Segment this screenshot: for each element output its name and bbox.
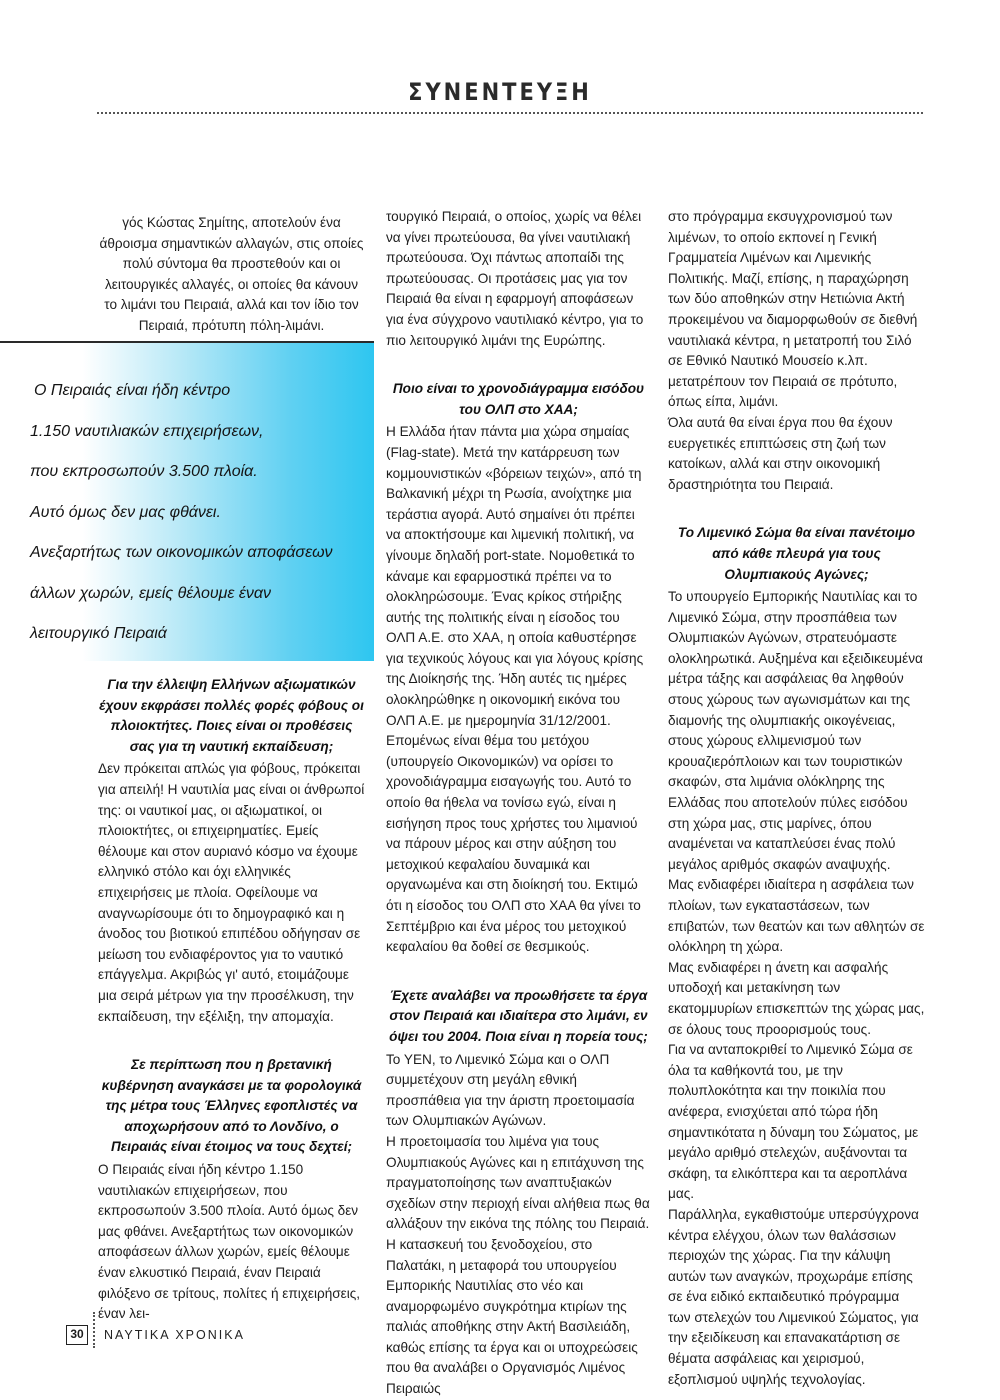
question-heading: Έχετε αναλάβει να προωθήσετε τα έργα στον Πειραιά και ιδιαίτερα στο λιμάνι, εν όψει του 2004. Ποια είναι η πορεία τους;	[389, 987, 648, 1044]
question-heading: Ποιο είναι το χρονοδιάγραμμα εισόδου του ΟΛΠ στο ΧΑΑ;	[392, 381, 645, 417]
pull-quote-line: Ανεξαρτήτως των οικονομικών αποφάσεων	[30, 544, 333, 561]
pull-quote-line: Αυτό όμως δεν μας φθάνει.	[30, 503, 221, 521]
title-divider	[97, 112, 923, 114]
answer-paragraph: Το ΥΕΝ, το Λιμενικό Σώμα και ο ΟΛΠ συμμετέχουν στη μεγάλη εθνική προσπάθεια για την άριστη προετοιμασία των Ολυμπιακών Αγώνων.	[386, 1051, 635, 1129]
question-heading: Για την έλλειψη Ελλήνων αξιωματικών έχουν εκφράσει πολλές φορές φόβους οι πλοιοκτήτες. Ποιες είναι οι προθέσεις σας για τη ναυτική εκπαίδευση;	[99, 677, 364, 754]
answer-paragraph: Όλα αυτά θα είναι έργα που θα έχουν ευεργετικές επιπτώσεις στη ζωή των κατοίκων, αλλά και στην οικονομική δραστηριότητα του Πειραιά.	[668, 414, 893, 492]
answer-paragraph: τουργικό Πειραιά, ο οποίος, χωρίς να θέλει να γίνει πρωτεύουσα, θα γίνει ναυτιλιακή πρωτεύουσα. Όχι πάντως αποπαίδι της πρωτεύουσας. Οι προτάσεις μας για τον Πειραιά θα είναι η εφαρμογή αποφάσεων για ένα σύγχρονο ναυτιλιακό κέντρο, για το πιο λειτουργικό λιμάνι της Ευρώπης.	[386, 209, 644, 348]
answer-paragraph: Για να ανταποκριθεί το Λιμενικό Σώμα σε όλα τα καθήκοντά του, με την πολυπλοκότητα και την ποικιλία που ανέφερα, ενισχύεται από τώρα ήδη σημαντικότατα η δύναμη του Σώματος, με μεγάλο αριθμό στελεχών, αυξάνονται τα σκάφη, τα ελικόπτερα και τα αεροπλάνα μας.	[668, 1042, 919, 1202]
column-2	[386, 207, 651, 1400]
footer-divider	[93, 1312, 95, 1348]
magazine-title: ΝΑΥΤΙΚΑ ΧΡΟΝΙΚΑ	[104, 1328, 245, 1342]
paragraph: γός Κώστας Σημίτης, αποτελούν ένα άθροισμα σημαντικών αλλαγών, στις οποίες πολύ σύντομα θα προστεθούν και οι λειτουργικές αλλαγές, οι οποίες θα κάνουν το λιμάνι του Πειραιά, αλλά και τον ίδιο τον Πειραιά, πρότυπη πόλη-λιμάνι.	[99, 215, 364, 333]
pull-quote-line: λειτουργικό Πειραιά	[30, 625, 167, 642]
answer-paragraph: Η προετοιμασία του λιμένα για τους Ολυμπιακούς Αγώνες και η επιτάχυνση της πραγματοποίησης των αναπτυξιακών σχεδίων στην περιοχή είναι αλήθεια πως θα αλλάξουν την εικόνα της πόλης του Πειραιά. Η κατασκευή του ξενοδοχείου, στο Παλατάκι, η μεταφορά του υπουργείου Εμπορικής Ναυτιλίας στο νέο και αναμορφωμένο συγκρότημα κτιρίων της παλιάς αποθήκης στην Ακτή Βασιλειάδη, καθώς επίσης τα έργα και οι υποχρεώσεις που θα αναλάβει ο Οργανισμός Λιμένος Πειραιώς	[386, 1133, 650, 1397]
pull-quote-line: που εκπροσωπούν 3.500 πλοία.	[30, 463, 258, 480]
answer-paragraph: Παράλληλα, εγκαθιστούμε υπερσύγχρονα κέντρα ελέγχου, όλων των θαλάσσιων περιοχών της χώρας. Για την κάλυψη αυτών των αναγκών, προχωράμε επίσης σε ένα ειδικό εκπαιδευτικό πρόγραμμα των στελεχών του Λιμενικού Σώματος, για την εξειδίκευση και επανακατάρτιση σε θέματα ασφάλειας και χειρισμού, εξοπλισμού υψηλής τεχνολογίας.	[668, 1206, 919, 1387]
answer-paragraph: Ο Πειραιάς είναι ήδη κέντρο 1.150 ναυτιλιακών επιχειρήσεων, που εκπροσωπούν 3.500 πλοία. Αυτό όμως δεν μας φθάνει. Ανεξαρτήτως των οικονομικών αποφάσεων άλλων χωρών, εμείς θέλουμε έναν ελκυστικό Πειραιά, έναν Πειραιά φιλόξενο σε τρίτους, πολίτες ή επιχειρήσεις, έναν λει-	[98, 1162, 361, 1322]
pull-quote-line: Ο Πειραιάς είναι ήδη κέντρο	[34, 382, 231, 399]
answer-paragraph: Το υπουργείο Εμπορικής Ναυτιλίας και το Λιμενικό Σώμα, στην προσπάθεια των Ολυμπιακών Αγώνων, στρατευόμαστε ολοκληρωτικά. Αυξημένα και εξειδικευμένα μέτρα τάξης και ασφάλειας θα ληφθούν στους χώρους των αγωνισμάτων και της διαμονής της ολυμπιακής οικογένειας, στους χώρους ελλιμενισμού των κρουαζιερόπλοιων και των τουριστικών σκαφών, στα λιμάνια ολόκληρης της Ελλάδας που αποτελούν πύλες εισόδου στη χώρα μας, στις μαρίνες, όπου αναμένεται να καταπλεύσει ένας πολύ μεγάλος αριθμός σκαφών αναψυχής.	[668, 589, 923, 872]
pull-quote-line: 1.150 ναυτιλιακών επιχειρήσεων,	[30, 422, 264, 440]
column-1-top	[98, 213, 365, 337]
answer-paragraph: Δεν πρόκειται απλώς για φόβους, πρόκειται για απειλή! Η ναυτιλία μας είναι οι άνθρωποί της: οι ναυτικοί μας, οι αξιωματικοί, οι πλοιοκτήτες, οι επιχειρηματίες. Εμείς θέλουμε και στον αυριανό κόσμο να έχουμε ελληνικό στόλο και όχι ελληνικές επιχειρήσεις με πλοία. Οφείλουμε να αναγνωρίσουμε ότι το δημογραφικό και η άνοδος του βιοτικού επιπέδου οδήγησαν σε μείωση του ενδιαφέροντος για το ναυτικό επάγγελμα. Ακριβώς γι' αυτό, ετοιμάζουμε μια σειρά μέτρων για την προσέλκυση, την εκπαίδευση, την εξέλιξη, την απομαχία.	[98, 761, 365, 1024]
section-title: ΣΥΝΕΝΤΕΥΞΗ	[408, 78, 592, 106]
question-heading: Σε περίπτωση που η βρετανική κυβέρνηση αναγκάσει με τα φορολογικά της μέτρα τους Έλληνες εφοπλιστές να αποχωρήσουν από το Λονδίνο, ο Πειραιάς είναι έτοιμος να τους δεχτεί;	[101, 1057, 362, 1155]
pull-quote-line: άλλων χωρών, εμείς θέλουμε έναν	[30, 584, 272, 602]
pull-quote	[30, 371, 355, 655]
column-1-lower	[98, 675, 365, 1325]
page-number: 30	[66, 1325, 88, 1345]
question-heading: Το Λιμενικό Σώμα θα είναι πανέτοιμο από κάθε πλευρά για τους Ολυμπιακούς Αγώνες;	[677, 525, 916, 582]
answer-paragraph: στο πρόγραμμα εκσυγχρονισμού των λιμένων, το οποίο εκπονεί η Γενική Γραμματεία Λιμένων και Λιμενικής Πολιτικής. Μαζί, επίσης, η παραχώρηση των δύο αποθηκών στην Ηετιώνια Ακτή προκειμένου να διαμορφωθούν σε διεθνή ναυτιλιακά κέντρα, η μετατροπή του Σιλό σε Εθνικό Ναυτικό Μουσείο κ.λπ. μετατρέπουν τον Πειραιά σε πρότυπο, όπως είπα, λιμάνι.	[668, 209, 918, 410]
answer-paragraph: Μας ενδιαφέρει η άνετη και ασφαλής υποδοχή και μετακίνηση των εκατομμυρίων επισκεπτών της χώρας μας, σε όλους τους προορισμούς τους.	[668, 959, 925, 1037]
column-3	[668, 207, 925, 1390]
answer-paragraph: Η Ελλάδα ήταν πάντα μια χώρα σημαίας (Flag-state). Μετά την κατάρρευση των κομμουνιστικών «βόρειων τειχών», από τη Βαλκανική μέχρι τη Ρωσία, ανοίχτηκε μια τεράστια αγορά. Αυτό σημαίνει ότι πρέπει να αποκτήσουμε και λιμενική πολιτική, να γίνουμε δηλαδή port-state. Νομοθετικά το κάναμε και εφαρμοστικά πρέπει να το ολοκληρώσουμε. Ένας κρίκος στήριξης αυτής της πολιτικής είναι η είσοδος του ΟΛΠ Α.Ε. στο ΧΑΑ, η οποία καθυστέρησε για τεχνικούς λόγους και για λόγους κρίσης της Διοίκησής της. Ήδη αυτές τις ημέρες ολοκληρώθηκε η οικονομική εικόνα του ΟΛΠ Α.Ε. με ημερομηνία 31/12/2001. Επομένως είναι θέμα του μετόχου (υπουργείο Οικονομικών) να ορίσει το χρονοδιάγραμμα εισαγωγής του. Αυτό το οποίο θα ήθελα να τονίσω εγώ, είναι η εισήγηση προς τους χρήστες του λιμανιού να πάρουν μέρος και στην αύξηση του μετοχικού κεφαλαίου δυναμικά και οργανωμένα και στη διοίκησή του. Εκτιμώ ότι η είσοδος του ΟΛΠ στο ΧΑΑ θα γίνει το Σεπτέμβριο και ένα μέρος του μετοχικού κεφαλαίου θα δοθεί σε θεσμικούς.	[386, 424, 644, 955]
answer-paragraph: Μας ενδιαφέρει ιδιαίτερα η ασφάλεια των πλοίων, των εγκαταστάσεων, των επιβατών, των θεατών και των αθλητών σε ολόκληρη τη χώρα.	[668, 877, 925, 955]
